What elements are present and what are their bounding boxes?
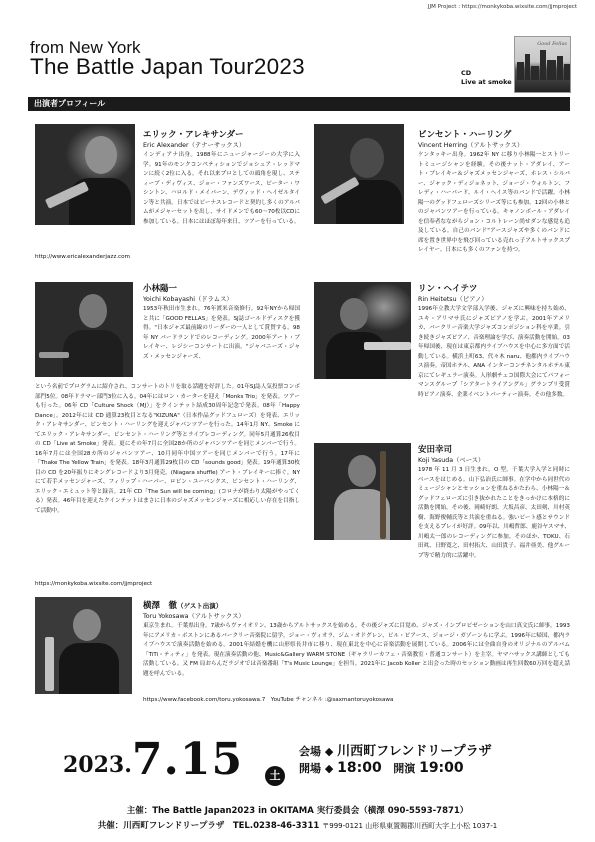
photo-head <box>85 136 117 174</box>
section-title: 出演者プロフィール <box>34 99 106 108</box>
performer-name-en: Toru Yokosawa（アルトサックス） <box>143 613 245 620</box>
photo-bass-neck <box>380 451 386 539</box>
photo-piano-keys <box>364 342 411 350</box>
cd-skyline-building <box>540 50 546 80</box>
event-venue <box>299 740 492 759</box>
photo-saxophone <box>45 637 54 691</box>
venue-label: 会場 <box>299 745 321 758</box>
photo-head <box>350 138 384 178</box>
performer-name-en: Vincent Herring（アルトサックス） <box>418 142 524 149</box>
start-label: 開演 <box>393 762 416 775</box>
photo-head <box>73 609 101 641</box>
cd-skyline-building <box>564 64 571 80</box>
performer-social-link[interactable]: https://www.facebook.com/toru.yokosawa.7 YouTube チャンネル :@saxmantoruyokosawa <box>143 697 394 703</box>
cd-cover-label: Good Fellas <box>537 41 567 47</box>
photo-eric-alexander <box>35 124 135 225</box>
cosponsor-line <box>0 819 595 831</box>
cd-label: CD <box>461 69 472 77</box>
cd-skyline-building <box>547 60 556 80</box>
cd-skyline-building <box>517 62 524 80</box>
performer-name-jp: リン・ヘイテツ <box>418 284 478 294</box>
cd-skyline-building <box>557 56 563 80</box>
performer-website-link[interactable]: https://monkykoba.wixsite.com/jjmproject <box>35 581 153 587</box>
event-year: 2023. <box>63 752 132 778</box>
event-times <box>299 760 464 776</box>
performer-bio: 東京生まれ。千葉県出身。7歳からヴァイオリン、13歳からアルトサックスを始める。その後ジャズに目覚め、ジャズ・インプロビゼーションを山口真文氏に師事。1993年にアメリカ・ボストンにあるバークリー音楽院に留学。ジョー・ヴィオラ、ジム・オドグレン、ビル・ピアース、ジョージ・ガゾーンらに学ぶ。1996年に帰国、都内ライブハウスで演奏活動を始める。2001年結婚を機に山形県長井市に移り、現在東北を中心に音楽活動を展開している。2006年には全曲自身のオリジナルのアルバム「TiTi・ティティ」を発表。現在演奏活動の他、Music&Gallery WARM STONE（ギャラリーカフェ・音楽教室・普通コンサート）を主宰。ヤマハサックス講師としても活動している。又 FM 局おらんだラジオでは音楽番組「T's Music Lounge」を担当。2021年に Jacob Koller と出会った時のセッション動画は再生回数60万回を超え話題を呼んでいる。 <box>143 623 570 677</box>
section-header-bar <box>28 97 570 111</box>
cosponsor-name: 共催：川西町フレンドリープラザ TEL.0238-46-3311 <box>97 821 320 831</box>
photo-yoichi-kobayashi <box>35 282 133 377</box>
photo-head <box>348 455 376 487</box>
photo-koji-yasuda <box>314 443 411 540</box>
performer-name-en: Rin Heitetsu（ピアノ） <box>418 296 488 303</box>
performer-name-jp: 小林陽一 <box>143 284 178 294</box>
performer-name-jp: エリック・アレキサンダー <box>143 130 244 140</box>
performer-bio: 1978 年 11 月 3 日生まれ。O 型。千葉大学入学と同時にベースをはじめる。山下弘治氏に師事。在学中から同世代のミュージシャンとセッションを重ねるかたわら、小林陽一＆グッドフェローズに引き抜かれたことをきっかけに本格的に活動を開始。その後、岡崎好朗、大坂昌彦、太田剣、川村英樹、海野俊輔氏等と共演を重ねる。強いビート感とサウンドを支えるプレイが好評。09年以、川嶋哲郎、鹿谷ヤスマサ、川嶋太一郎のレコーディングに参加。そのほか、TOKU、石田眞、日野寛之、田村拓大、山田貴子、福井亜美、他グループ等で精力的に活躍中。 <box>418 467 570 559</box>
photo-toru-yokosawa <box>35 597 132 694</box>
performer-bio-intro: 1953年秋田市生まれ。76年渡米音楽修行。92年NYから帰国と共に「GOOD FELLAS」を発表。SJ誌ゴールドディスクを獲得。"日本ジャズ最前線のリーダーの一人として賞賛する。98年 NY バードランドでのレコーディング。2000年アート・ブレイキー、レジシーコンサートに出演。"ジャバニーズ・ジャズ・メッセンジャーズ、 <box>143 306 300 360</box>
event-date <box>63 732 243 783</box>
performer-name-en: Eric Alexander（テナーサックス） <box>143 142 246 149</box>
performer-name-jp: ビンセント・ハーリング <box>418 130 512 140</box>
performer-name-en: Koji Yasuda（ベース） <box>418 457 485 464</box>
photo-body <box>63 330 123 377</box>
photo-head <box>79 294 107 328</box>
photo-drum-cymbal <box>39 352 69 358</box>
open-time: 18:00 <box>337 760 382 776</box>
organizer-line: 主催：The Battle Japan2023 in OKITAMA 実行委員会（横澤 090-5593-7871） <box>126 806 469 816</box>
open-label: 開場 <box>299 762 321 775</box>
diamond-icon: ◆ <box>324 762 334 775</box>
performer-name-jp: 安田幸司 <box>418 445 453 455</box>
performer-bio: ケンタッキー出身。1962年 NY に移り小林陽一とストリートミュージシャンを経験。その後ナット・アダレイ、アート・ブレイキー＆ジャズメッセンジャーズ、ホレス・シルバー、ジャック・ディジョネット、ジョージ・ウォルトン、フレディ・ハーバード、ルイ・ヘイス等のバンドで活躍。小林陽一のグッドフェローズシリーズ等にも参加。12回の小林とのジャパンツアーを行っている。キャノンボール・アダレイを信奉者なながらジョン・コルトレーン尚せダンな感覚も追及している。自己のバンド"アースジャズや多くのバンドに席を置き世界中を飛び回っている売れっ子アルトサックスプレイヤー。日本にも多くのファンを持つ。 <box>418 152 570 253</box>
cd-cover-image <box>514 36 571 93</box>
cd-album-title: Live at smoke <box>461 78 512 86</box>
photo-body <box>59 643 119 694</box>
cd-skyline-building <box>525 54 530 80</box>
performer-name-en: Yoichi Kobayashi（ドラムス） <box>143 296 233 303</box>
performer-bio: という名前でプログラムに紹介され、コンサートのトリを取る話題を好評した。01年SJ誌人気投票コンボ部門5位。08年ドラマー部門3位に入る。04年にはロン・カーターを迎え「Monks Trio」を発表。ツアーも行った。06年 CD「Culture Shock（MJ）」をクインテット結成30周年記念で発表。08年「Happy Dance」。2012年には CD 通算23枚目となる"KIZUNA"（日本作品グッドフェローズ）を発表、エリック・アレキサンダー、ビンセント・ハーリングを迎えジャパンツアーを行った。14年1月 NY、Smoke にてエリック・アレキサンダー、ビンセント・ハーリング等とライブレコーディング。同年5月通算26枚目の CD「Live at Smoke」発表。更にその年7月に全国28か所のジャパンツアーを同じメンバーで行う。16年7月には全国28カ所のジャパンツアー、10月同年中国ツアーを同じメンバーで行う。17年に「Thake The Yellow Train」を発表。18年3月通算29枚目の CD「sounds good」発表。19年通算30枚目の CD を20年振りにキングレコードより3月発売。(Niagara shuffle) アート・ブレイキーに捧ぐ。NY にて若手メッセンジャーズ、フィリップ・ハーパー、ロビン・ユーバンクス、ビンセント・ハーリング、エリック・エミュット等と録音。21年 CD「The Sun will be coming」(コロナが終わり太陽がやってくる）発表。46年目を迎えたクインテットはまさに日本のジャズメッセンジャーズに相応しい存在を目指して活動中。 <box>35 384 300 514</box>
event-month-day: 7.15 <box>131 734 244 785</box>
photo-vincent-herring <box>314 124 404 224</box>
performer-bio: インディアナ出身。1988年にニュージャージーの大学に入学。91年のモンクコンペティションでジョシュア・レッドマンに続く2位に入る。それ以来プロとしての頭角を現し、スティーブ・ディヴィス、ジョー・ファンズワース、ピーター・ワシントン、ハロルド・メイバーン、デヴィッド・ヘイゼルタイン等と共演。日本ではビーナスレコードと契約し多くのアルバムがメジャーセットを出し、サイドメンでも60〜70枚以CDに参加している。日本にはほぼ毎年来日、ツアーを行っている。 <box>143 152 300 225</box>
start-time: 19:00 <box>419 760 464 776</box>
venue-name: 川西町フレンドリープラザ <box>337 744 492 759</box>
performer-bio: 1996年立教大学文学部入学後、ジャズに興味を持ち始め、ユキ・アリマサ氏にジャズピアノを学ぶ。2001年アメリカ、バークリー音楽大学ジャズコンポジション科を卒業。引き続きジャズピアノ、音楽理論を学び、演奏活動を開始。03年帰国後、現在は東京都内ライブハウスを中心に多方面で活動している。横浜上町63、代々木 naru、他都内ライブハウス演奏。帝国ホテル、ANA インターコンチネンタルホテル東京にてレギュラー演奏。人形劇チェコ国際大会にてパフォーマンスグループ「シアタートライアングル」グランプリ受賞時ピアノ演奏、企業イベントパーティー演奏。その他多数。 <box>418 306 570 398</box>
guest-note: （ゲスト出演） <box>177 602 223 610</box>
cd-info <box>461 69 512 87</box>
cosponsor-address: 〒999-0121 山形県東置賜郡川西町大字上小松 1037-1 <box>322 822 498 830</box>
event-weekday: 土 <box>265 766 285 786</box>
photo-body <box>326 332 386 379</box>
header-url: JJM Project : https://monkykoba.wixsite.com/jjmproject <box>427 4 577 10</box>
performer-website-link[interactable]: http://www.ericalexanderjazz.com <box>35 254 130 260</box>
photo-rin-heitetsu <box>314 282 411 379</box>
performer-name-jp <box>143 599 222 611</box>
subtitle: from New York <box>30 38 141 57</box>
page-title: The Battle Japan Tour2023 <box>30 54 305 79</box>
cd-skyline-building <box>531 66 539 80</box>
guest-name: 横澤 徹 <box>143 601 178 611</box>
photo-head <box>340 298 368 330</box>
diamond-icon: ◆ <box>324 745 334 758</box>
